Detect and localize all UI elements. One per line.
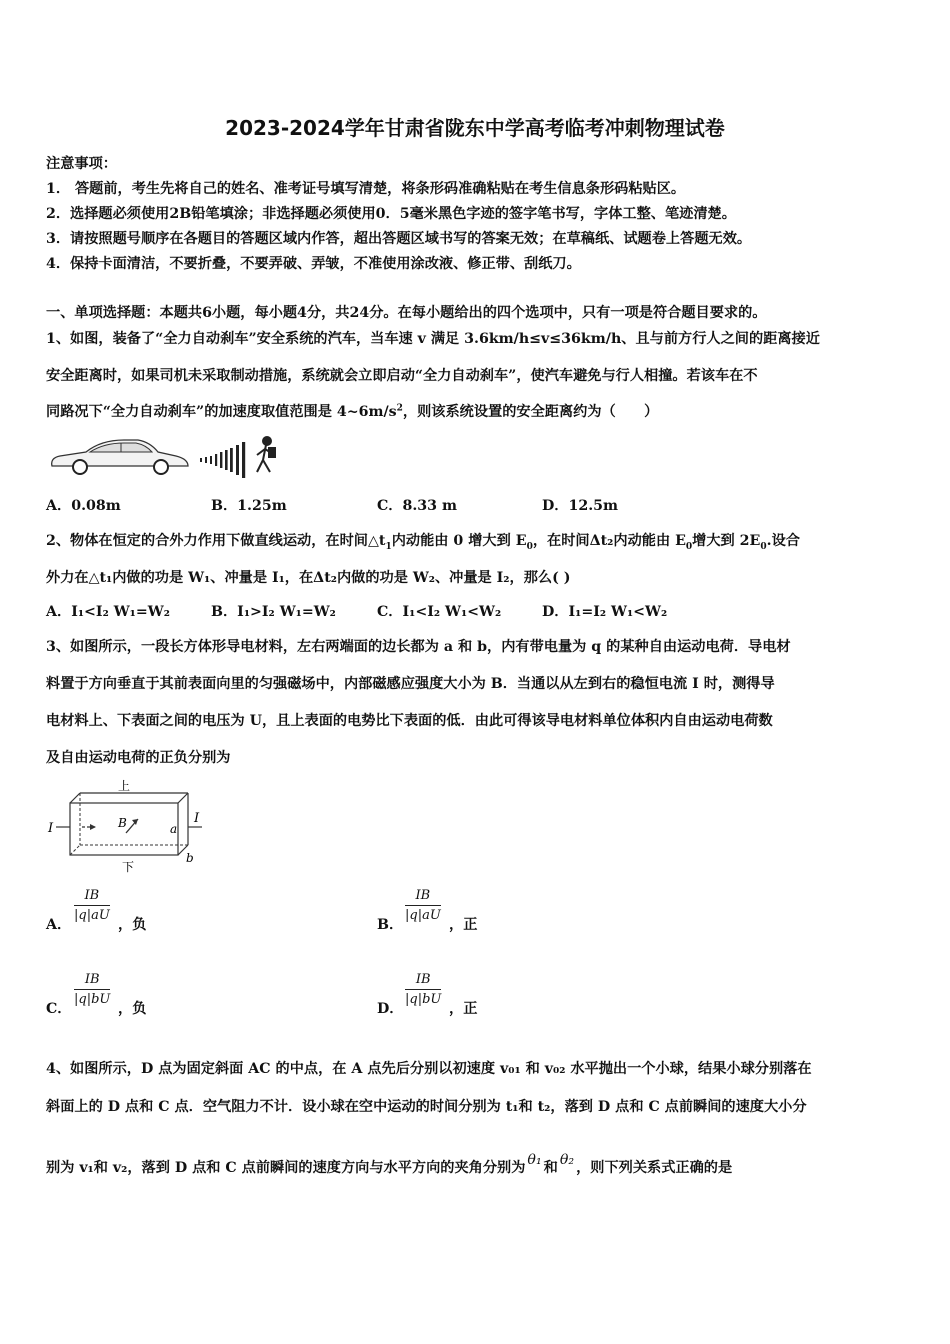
q1-option-b[interactable]: B．1.25m <box>211 498 287 514</box>
notice-item-1: 1． 答题前，考生先将自己的姓名、准考证号填写清楚，将条形码准确粘贴在考生信息条形码粘贴区。 <box>46 181 686 197</box>
q3-option-d-fraction[interactable]: $\frac{IB}{|q|bU}$ <box>405 972 442 1007</box>
q2-line-2: 外力在△t₁内做的功是 W₁、冲量是 I₁，在Δt₂内做的功是 W₂、冲量是 I₂，那么( ) <box>46 570 571 586</box>
label-b: b <box>186 851 194 865</box>
q1-option-a[interactable]: A．0.08m <box>46 498 121 514</box>
label-a: a <box>170 822 178 836</box>
conductor-figure <box>46 775 216 875</box>
q1-line-1: 1、如图，装备了“全力自动刹车”安全系统的汽车，当车速 v 满足 3.6km/h≤v≤36km/h、且与前方行人之间的距离接近 <box>46 331 820 347</box>
q2-option-a[interactable]: A．I₁<I₂ W₁=W₂ <box>46 604 170 620</box>
theta-2: θ₂ <box>559 1152 575 1168</box>
q3-option-a-fraction[interactable]: $\frac{IB}{|q|aU}$ <box>74 888 110 923</box>
q3-option-b-label[interactable]: B． <box>377 917 404 933</box>
label-top: 上 <box>117 779 131 793</box>
q2-option-b[interactable]: B．I₁>I₂ W₁=W₂ <box>211 604 336 620</box>
q3-option-d-label[interactable]: D． <box>377 1001 404 1017</box>
q3-option-c-tail: ，负 <box>118 1001 147 1017</box>
theta-1: θ₁ <box>527 1152 542 1168</box>
q1-line-3: 同路况下“全力自动刹车”的加速度取值范围是 $4\sim 6m/s^2$，则该系统设置的安全距离约为（ ） <box>46 403 659 420</box>
q3-line-3: 电材料上、下表面之间的电压为 U，且上表面的电势比下表面的低．由此可得该导电材料单位体积内自由运动电荷数 <box>46 713 773 729</box>
label-current-left: I <box>48 821 54 836</box>
q1-line-2: 安全距离时，如果司机未采取制动措施，系统就会立即启动“全力自动刹车”，使汽车避免与行人相撞。若该车在不 <box>46 368 758 384</box>
q3-line-2: 料置于方向垂直于其前表面向里的匀强磁场中，内部磁感应强度大小为 B．当通以从左到右的稳恒电流 I 时，测得导 <box>46 676 775 692</box>
label-bottom: 下 <box>121 860 135 874</box>
q1-option-d[interactable]: D．12.5m <box>542 498 619 514</box>
q3-option-a-tail: ，负 <box>118 917 147 933</box>
q3-option-c-fraction[interactable]: $\frac{IB}{|q|bU}$ <box>74 972 111 1007</box>
radar-waves <box>200 442 245 478</box>
front-wheel <box>73 460 87 474</box>
notice-heading: 注意事项： <box>46 156 117 172</box>
q2-option-c[interactable]: C．I₁<I₂ W₁<W₂ <box>377 604 502 620</box>
q3-option-b-tail: ，正 <box>449 917 478 933</box>
pedestrian <box>257 437 275 472</box>
q2-option-d[interactable]: D．I₁=I₂ W₁<W₂ <box>542 604 668 620</box>
q3-line-1: 3、如图所示，一段长方体形导电材料，左右两端面的边长都为 a 和 b，内有带电量为 q 的某种自由运动电荷．导电材 <box>46 639 791 655</box>
notice-item-4: 4．保持卡面清洁，不要折叠，不要弄破、弄皱，不准使用涂改液、修正带、刮纸刀。 <box>46 256 581 272</box>
q3-option-c-label[interactable]: C． <box>46 1001 72 1017</box>
q3-option-b-fraction[interactable]: $\frac{IB}{|q|aU}$ <box>405 888 441 923</box>
car-pedestrian-figure <box>46 432 286 482</box>
q3-option-d-tail: ，正 <box>449 1001 478 1017</box>
label-field: B <box>118 816 127 830</box>
page-title: 2023-2024学年甘肃省陇东中学高考临考冲刺物理试卷 <box>225 116 725 140</box>
q4-line-2: 斜面上的 D 点和 C 点．空气阻力不计．设小球在空中运动的时间分别为 t₁和 t₂，落到 D 点和 C 点前瞬间的速度大小分 <box>46 1099 807 1115</box>
notice-item-3: 3．请按照题号顺序在各题目的答题区域内作答，超出答题区域书写的答案无效；在草稿纸、试题卷上答题无效。 <box>46 231 752 247</box>
q4-line-1: 4、如图所示，D 点为固定斜面 AC 的中点，在 A 点先后分别以初速度 v₀₁ 和 v₀₂ 水平抛出一个小球，结果小球分别落在 <box>46 1061 812 1077</box>
notice-item-2: 2．选择题必须使用2B铅笔填涂；非选择题必须使用0．5毫米黑色字迹的签字笔书写，字体工整、笔迹清楚。 <box>46 206 736 222</box>
q3-line-4: 及自由运动电荷的正负分别为 <box>46 750 231 766</box>
q1-option-c[interactable]: C．8.33 m <box>377 498 457 514</box>
q4-line-3: 别为 v₁和 v₂，落到 D 点和 C 点前瞬间的速度方向与水平方向的夹角分别为 θ₁ 和 θ₂ ，则下列关系式正确的是 <box>46 1152 733 1176</box>
rear-wheel <box>154 460 168 474</box>
q2-line-1: 2、物体在恒定的合外力作用下做直线运动，在时间$\triangle t_1$内动能由 0 增大到 $E_0$，在时间Δt₂内动能由 $E_0$增大到 $2E_0$.设合 <box>46 533 800 552</box>
q3-option-a-label[interactable]: A． <box>46 917 72 933</box>
section-heading: 一、单项选择题：本题共6小题，每小题4分，共24分。在每小题给出的四个选项中，只有一项是符合题目要求的。 <box>46 305 767 321</box>
label-current-right: I <box>194 811 200 826</box>
